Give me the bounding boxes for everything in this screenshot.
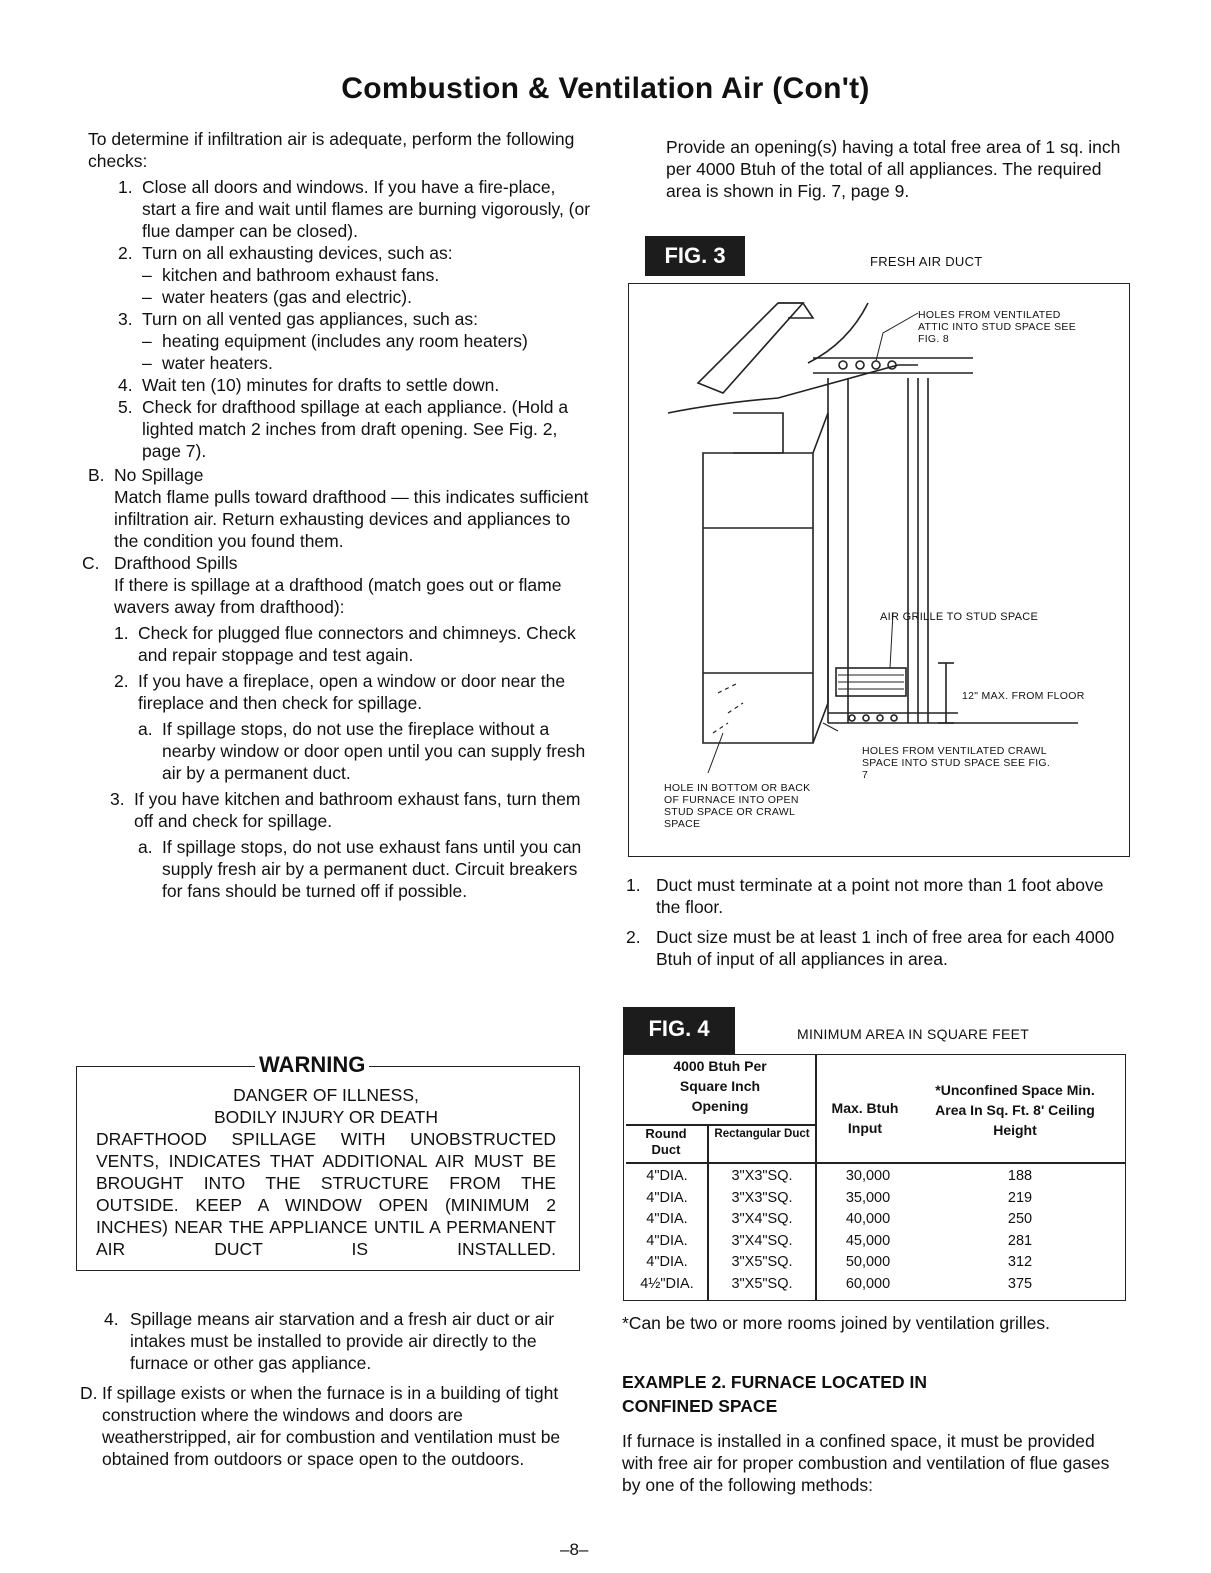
- fig4-header-opening: 4000 Btuh Per Square Inch Opening: [673, 1058, 767, 1114]
- list-item: 4. Wait ten (10) minutes for drafts to settle down.: [118, 375, 500, 395]
- fig4-header-btuh: Max. Btuh Input: [831, 1100, 899, 1136]
- table-row: 4"DIA. 3"X4"SQ. 40,000 250: [646, 1211, 1033, 1227]
- list-item: 1. Check for plugged flue connectors and chimneys. Check and repair stoppage and test again.: [114, 623, 576, 665]
- page-title: Combustion & Ventilation Air (Con't): [341, 72, 870, 105]
- roof-rafter: [698, 303, 803, 393]
- intro-text: To determine if infiltration air is adequate, perform the following checks:: [88, 129, 575, 171]
- list-item: 2. Duct size must be at least 1 inch of free area for each 4000 Btuh of input of all appliances in area.: [626, 927, 1115, 969]
- section-c-text: If there is spillage at a drafthood (match goes out or flame wavers away from drafthood):: [114, 575, 562, 617]
- left-column-bottom: [80, 1308, 576, 1470]
- list-item: 1. Duct must terminate at a point not more than 1 foot above the floor.: [626, 875, 1104, 917]
- list-item: – water heaters (gas and electric).: [142, 287, 412, 307]
- warning-title: WARNING: [255, 1052, 369, 1078]
- example-heading: EXAMPLE 2. FURNACE LOCATED IN CONFINED SPACE: [622, 1372, 927, 1416]
- warning-line-1: DANGER OF ILLNESS,: [233, 1085, 419, 1105]
- fig4-footnote: *Can be two or more rooms joined by ventilation grilles.: [622, 1313, 1050, 1333]
- list-item: 3. If you have kitchen and bathroom exhaust fans, turn them off and check for spillage.: [110, 789, 581, 831]
- fig4-hline-2: [626, 1162, 1126, 1164]
- section-b-heading: B. No Spillage: [88, 465, 204, 485]
- section-d: D. If spillage exists or when the furnace is in a building of tight construction where the windows and doors are weatherstripped, air for combustion and ventilation must be obtained from outdoors or space open to the outdoors.: [80, 1383, 561, 1469]
- table-row: 4"DIA. 3"X3"SQ. 35,000 219: [646, 1189, 1033, 1206]
- list-item: a. If spillage stops, do not use exhaust fans until you can supply fresh air by a permanent duct. Circuit breakers for fans should be turned off if possible.: [138, 837, 582, 901]
- list-item: 5. Check for drafthood spillage at each appliance. (Hold a lighted match 2 inches from draft opening. See Fig. 2, page 7).: [118, 397, 569, 461]
- fig3-label-grille: AIR GRILLE TO STUD SPACE: [880, 611, 1039, 623]
- duct-notes: [626, 874, 1131, 970]
- fig3-label-attic: HOLES FROM VENTILATED ATTIC INTO STUD SPACE SEE FIG. 8: [918, 309, 1077, 345]
- fig3-label-floor: 12" MAX. FROM FLOOR: [962, 690, 1085, 702]
- left-column: [82, 128, 593, 902]
- list-item: – water heaters.: [142, 353, 273, 373]
- fig4-caption: MINIMUM AREA IN SQUARE FEET: [797, 1026, 1030, 1042]
- example-text: If furnace is installed in a confined space, it must be provided with free air for proper combustion and ventilation of flue gases by one of the following methods:: [622, 1431, 1110, 1495]
- fig4-header-rect: Rectangular Duct: [714, 1128, 810, 1140]
- fig4-rows: [626, 1168, 1126, 1297]
- fig4-tab: FIG. 4: [623, 1007, 735, 1055]
- right-intro: Provide an opening(s) having a total free area of 1 sq. inch per 4000 Btuh of the total of all appliances. The required area is shown in Fig. 7, page 9.: [666, 137, 1121, 201]
- fig3-label-crawl: HOLES FROM VENTILATED CRAWL SPACE INTO STUD SPACE SEE FIG. 7: [862, 745, 1051, 781]
- warning-body: DRAFTHOOD SPILLAGE WITH UNOBSTRUCTED VENTS, INDICATES THAT ADDITIONAL AIR MUST BE BROUGHT INTO THE STRUCTURE FROM THE OUTSIDE. KEEP A WINDOW OPEN (MINIMUM 2 INCHES) NEAR THE APPLIANCE UNTIL A PERMANENT AIR DUCT IS INSTALLED.: [96, 1129, 556, 1259]
- list-item: 2. If you have a fireplace, open a window or door near the fireplace and then check for spillage.: [114, 671, 566, 713]
- section-b-text: Match flame pulls toward drafthood — this indicates sufficient infiltration air. Return exhausting devices and appliances to the condition you found them.: [114, 487, 589, 551]
- fig3-caption: FRESH AIR DUCT: [870, 254, 983, 269]
- list-item: a. If spillage stops, do not use the fireplace without a nearby window or door open until you can supply fresh air by a permanent duct.: [138, 719, 586, 783]
- fig3-label-hole: HOLE IN BOTTOM OR BACK OF FURNACE INTO OPEN STUD SPACE OR CRAWL SPACE: [664, 782, 811, 830]
- list-item: 1. Close all doors and windows. If you have a fire-place, start a fire and wait until flames are burning vigorously, (or flue damper can be closed).: [118, 177, 591, 241]
- furnace: [703, 453, 813, 743]
- fig4-header-round: Round Duct: [645, 1126, 687, 1157]
- table-row: 4"DIA. 3"X4"SQ. 45,000 281: [646, 1232, 1033, 1249]
- warning-text: [96, 1084, 556, 1260]
- table-row: 4"DIA. 3"X5"SQ. 50,000 312: [646, 1254, 1033, 1270]
- checks-list: [88, 176, 593, 462]
- fig4-header-unconfined: *Unconfined Space Min. Area In Sq. Ft. 8' Ceiling Height: [935, 1082, 1095, 1138]
- list-item: 2. Turn on all exhausting devices, such as:: [118, 243, 453, 263]
- list-item: 4. Spillage means air starvation and a fresh air duct or air intakes must be installed to provide air directly to the furnace or other gas appliance.: [104, 1309, 555, 1373]
- fig3-tab: FIG. 3: [645, 236, 745, 276]
- list-item: – kitchen and bathroom exhaust fans.: [142, 265, 440, 285]
- warning-line-2: BODILY INJURY OR DEATH: [214, 1107, 438, 1127]
- list-item: 3. Turn on all vented gas appliances, such as:: [118, 309, 478, 329]
- page-number: –8–: [560, 1540, 589, 1559]
- section-c-heading: C. Drafthood Spills: [82, 553, 238, 573]
- table-row: 4½"DIA. 3"X5"SQ. 60,000 375: [640, 1275, 1033, 1292]
- table-row: 4"DIA. 3"X3"SQ. 30,000 188: [646, 1168, 1033, 1184]
- list-item: – heating equipment (includes any room heaters): [142, 331, 528, 351]
